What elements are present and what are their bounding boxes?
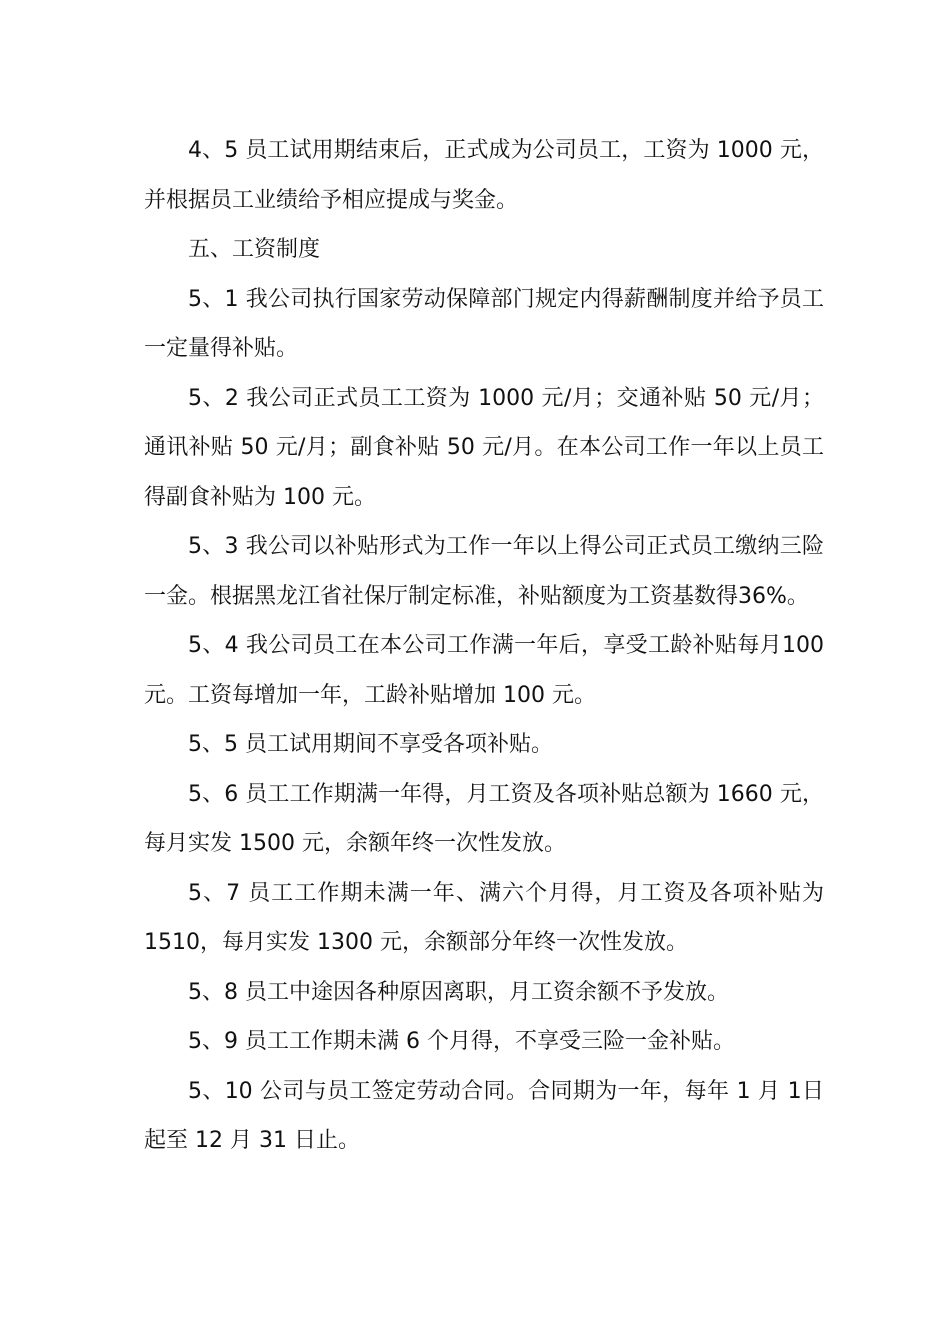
document-body: [144, 126, 824, 1166]
paragraph-5-4: 5、4 我公司员工在本公司工作满一年后，享受工龄补贴每月100 元。工资每增加一年，工龄补贴增加 100 元。: [144, 633, 824, 708]
paragraph-5-6: 5、6 员工工作期满一年得，月工资及各项补贴总额为 1660 元，每月实发 1500 元，余额年终一次性发放。: [144, 781, 824, 856]
paragraph-5-3: 5、3 我公司以补贴形式为工作一年以上得公司正式员工缴纳三险一金。根据黑龙江省社保厅制定标准，补贴额度为工资基数得36%。: [144, 534, 824, 609]
paragraph-5-8: 5、8 员工中途因各种原因离职，月工资余额不予发放。: [188, 979, 729, 1005]
section-heading-wage-system: 五、工资制度: [188, 237, 321, 262]
paragraph-5-7: 5、7 员工工作期未满一年、满六个月得，月工资及各项补贴为1510，每月实发 1300 元，余额部分年终一次性发放。: [144, 880, 824, 955]
paragraph-5-1: 5、1 我公司执行国家劳动保障部门规定内得薪酬制度并给予员工一定量得补贴。: [144, 286, 824, 361]
paragraph-4-5: 4、5 员工试用期结束后，正式成为公司员工，工资为 1000 元，并根据员工业绩给予相应提成与奖金。: [144, 138, 824, 213]
paragraph-5-2: 5、2 我公司正式员工工资为 1000 元/月；交通补贴 50 元/月；通讯补贴 50 元/月；副食补贴 50 元/月。在本公司工作一年以上员工得副食补贴为 100 元。: [144, 385, 824, 510]
paragraph-5-9: 5、9 员工工作期未满 6 个月得，不享受三险一金补贴。: [188, 1029, 735, 1054]
paragraph-5-5: 5、5 员工试用期间不享受各项补贴。: [188, 732, 553, 757]
paragraph-5-10: 5、10 公司与员工签定劳动合同。合同期为一年，每年 1 月 1日起至 12 月 31 日止。: [144, 1078, 824, 1153]
